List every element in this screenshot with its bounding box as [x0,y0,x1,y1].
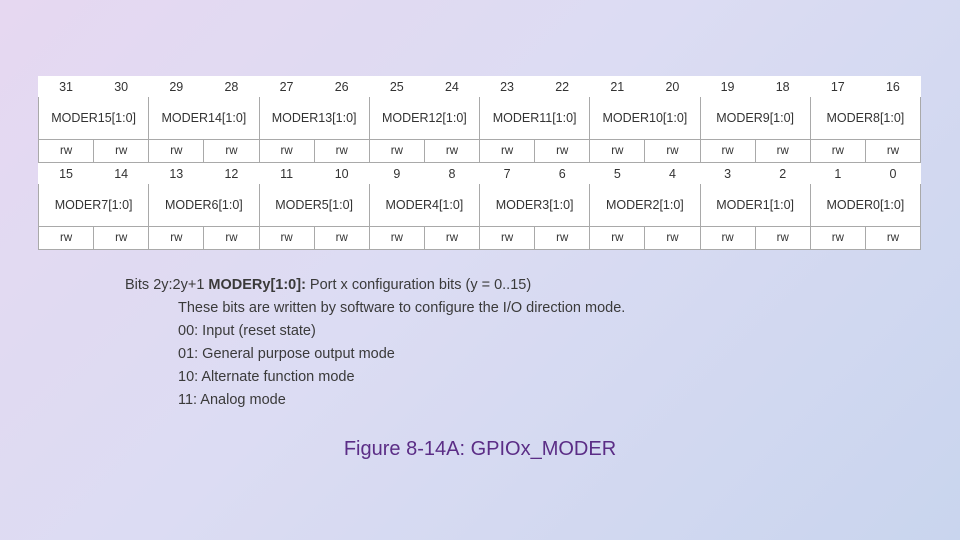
bit-number: 17 [830,79,845,94]
bit-number: 30 [114,79,129,94]
access-cell: rw [204,140,259,163]
access-cell: rw [259,140,314,163]
field-cell: MODER13[1:0] [259,97,369,140]
access-cell: rw [424,227,479,250]
lower-access-row [39,227,921,250]
access-cell: rw [149,140,204,163]
upper-bit-numbers-row [39,76,921,97]
lower-field-row [39,184,921,227]
field-cell: MODER11[1:0] [480,97,590,140]
access-cell: rw [700,140,755,163]
field-cell: MODER3[1:0] [480,184,590,227]
access-cell: rw [535,140,590,163]
access-cell: rw [39,140,94,163]
bit-number: 5 [613,166,621,181]
bit-number: 3 [724,166,732,181]
access-cell: rw [480,227,535,250]
bit-number: 29 [169,79,184,94]
bit-number: 15 [59,166,74,181]
access-cell: rw [865,227,920,250]
access-cell: rw [755,227,810,250]
access-cell: rw [590,140,645,163]
description-detail: These bits are written by software to configure the I/O direction mode. [178,300,626,316]
bit-number: 18 [775,79,790,94]
access-cell: rw [535,227,590,250]
mode-option: 11: Analog mode [178,392,286,408]
description-summary: Port x configuration bits (y = 0..15) [305,277,532,293]
field-cell: MODER6[1:0] [149,184,259,227]
bit-number: 22 [555,79,570,94]
access-cell: rw [590,227,645,250]
access-cell: rw [810,140,865,163]
field-name: MODERy[1:0]: [208,277,306,293]
mode-option: 10: Alternate function mode [178,369,355,385]
field-cell: MODER1[1:0] [700,184,810,227]
bit-number: 0 [889,166,897,181]
access-cell: rw [810,227,865,250]
field-cell: MODER5[1:0] [259,184,369,227]
field-cell: MODER4[1:0] [369,184,479,227]
access-cell: rw [39,227,94,250]
bit-number: 20 [665,79,680,94]
access-cell: rw [755,140,810,163]
figure-caption: Figure 8-14A: GPIOx_MODER [343,438,617,460]
access-cell: rw [700,227,755,250]
access-cell: rw [369,227,424,250]
field-cell: MODER14[1:0] [149,97,259,140]
bit-number: 7 [503,166,511,181]
access-cell: rw [314,140,369,163]
lower-bit-numbers-row [39,163,921,185]
field-cell: MODER2[1:0] [590,184,700,227]
bit-number: 8 [448,166,456,181]
bit-description [125,274,825,412]
bit-number: 19 [720,79,735,94]
upper-field-row [39,97,921,140]
access-cell: rw [865,140,920,163]
access-cell: rw [424,140,479,163]
access-cell: rw [94,227,149,250]
register-table [38,76,921,250]
field-cell: MODER7[1:0] [39,184,149,227]
bit-number: 10 [334,166,349,181]
bit-number: 31 [59,79,74,94]
bit-number: 23 [500,79,515,94]
bit-number: 6 [558,166,566,181]
bit-number: 24 [444,79,459,94]
bit-number: 4 [668,166,676,181]
access-cell: rw [645,140,700,163]
bit-number: 1 [834,166,842,181]
bits-prefix: Bits 2y:2y+1 [125,277,209,293]
bit-number: 26 [334,79,349,94]
access-cell: rw [204,227,259,250]
access-cell: rw [259,227,314,250]
bit-number: 25 [389,79,404,94]
bit-number: 16 [885,79,900,94]
upper-access-row [39,140,921,163]
field-cell: MODER10[1:0] [590,97,700,140]
access-cell: rw [480,140,535,163]
access-cell: rw [94,140,149,163]
field-cell: MODER8[1:0] [810,97,920,140]
bit-number: 28 [224,79,239,94]
bit-number: 9 [393,166,401,181]
bit-number: 11 [280,166,294,181]
bit-number: 27 [279,79,294,94]
access-cell: rw [314,227,369,250]
field-cell: MODER15[1:0] [39,97,149,140]
field-cell: MODER0[1:0] [810,184,920,227]
bit-number: 14 [114,166,129,181]
field-cell: MODER12[1:0] [369,97,479,140]
bit-number: 13 [169,166,184,181]
field-cell: MODER9[1:0] [700,97,810,140]
access-cell: rw [369,140,424,163]
bit-number: 2 [779,166,787,181]
register-diagram [38,76,921,250]
access-cell: rw [645,227,700,250]
bit-number: 21 [610,79,625,94]
bit-number: 12 [224,166,239,181]
mode-option: 01: General purpose output mode [178,346,395,362]
description-heading [125,274,825,297]
mode-option: 00: Input (reset state) [178,323,316,339]
access-cell: rw [149,227,204,250]
